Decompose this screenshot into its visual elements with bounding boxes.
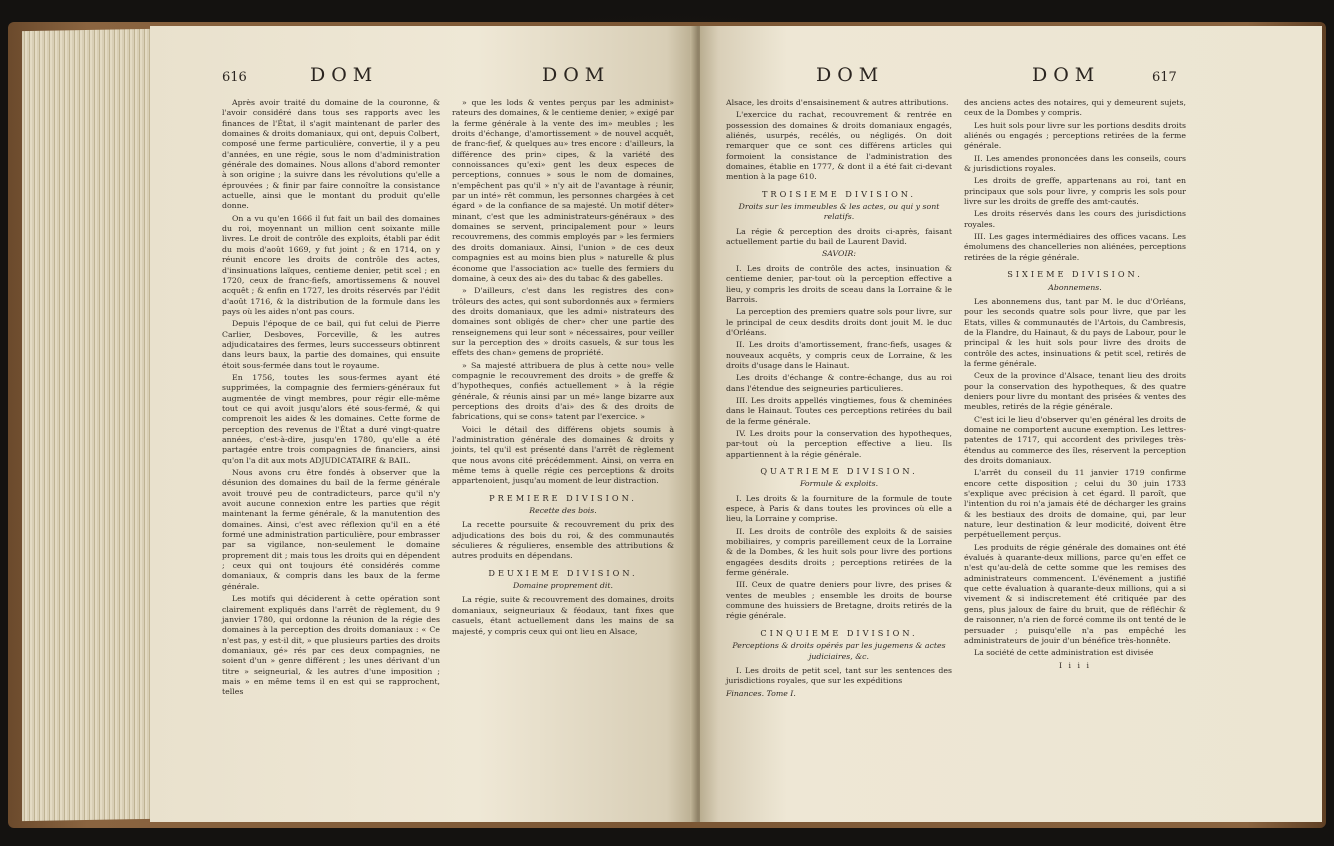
section-subheading: Droits sur les immeubles & les actes, ou qui y sont relatifs. [738, 202, 940, 222]
paragraph: On a vu qu'en 1666 il fut fait un bail des domaines du roi, moyennant un million cent soixante mille livres. Le droit de contrôle des exploits, établi par édit du mois d'août 1669, y fut joint ; & en 1714, on y réunit encore les droits de contrôle des actes, d'insinuations laïques, centieme denier, petit scel ; en 1720, ceux de franc-fiefs, amortissemens & nouvel acquêt ; & enfin en 1727, les droits réservés par l'édit d'août 1716, & la distribution de la formule dans les pays où les aides n'ont pas cours. [222, 213, 440, 316]
list-item: La perception des premiers quatre sols pour livre, sur le principal de ceux desdits droits dont jouit M. le duc d'Orléans. [726, 307, 952, 337]
paragraph: En 1756, toutes les sous-fermes ayant été supprimées, la compagnie des fermiers-généraux fut augmentée de vingt membres, pour régir elle-même tout ce qui avoit jusqu'alors été sous-fermé, & qui comprenoit les aides & les domaines. Cette forme de perception des revenus de l'État a duré vingt-quatre années, c'est-à-dire, jusqu'en 1780, qu'elle a été partagée entre trois compagnies de financiers, ainsi qu'on l'a dit aux mots ADJUDICATAIRE & BAIL. [222, 372, 440, 465]
paragraph: Après avoir traité du domaine de la couronne, & l'avoir considéré dans tous ses rapports avec les finances de l'État, il s'agit maintenant de parler des domaines & droits domaniaux, qui ont, depuis Colbert, composé une ferme particulière, convertie, il y a peu d'années, en une régie, sous le nom d'administration générale des domaines. Nous allons d'abord remonter à son origine ; la suivre dans les révolutions qu'elle a éprouvées ; & finir par faire connoître la consistance actuelle, ainsi que le montant du produit qu'elle donne. [222, 98, 440, 211]
paragraph: Les abonnemens dus, tant par M. le duc d'Orléans, pour les seconds quatre sols pour livre, que par les Etats, villes & communautés de l'Artois, du Cambresis, de la Flandre, du Hainaut, & du pays de Labour, pour le principal & les huit sols pour livre des droits de contrôle des actes, insinuations & petit scel, retirés de la ferme générale. [964, 296, 1186, 368]
section-heading: QUATRIEME DIVISION. [760, 466, 918, 476]
paragraph: » Sa majesté attribuera de plus à cette nou» velle compagnie le recouvrement des droits » de greffe & d'hypotheques, confiés actuellement » à la régie générale, & réunis ainsi par un mé» lange bizarre aux perceptions des droits d'ai» des & des droits de fabrications, qui se cons» tatent par l'exercice. » [452, 360, 674, 422]
section-subheading: Recette des bois. [529, 506, 597, 516]
left-column-2 [452, 98, 674, 639]
list-item: I. Les droits & la fourniture de la formule de toute espece, à Paris & dans toutes les provinces où elle a lieu, la Lorraine y comprise. [726, 493, 952, 524]
paragraph: L'exercice du rachat, recouvrement & rentrée en possession des domaines & droits domaniaux engagés, aliénés, usurpés, recélés, ou négligés. On doit remarquer que ce sont ces différens articles qui formoient la consistance de l'administration des domaines, établie en 1777, & dont il a été fait ci-devant mention à la page 610. [726, 110, 952, 182]
paragraph: des anciens actes des notaires, qui y demeurent sujets, ceux de la Dombes y compris. [964, 98, 1186, 118]
section-heading: TROISIEME DIVISION. [761, 188, 917, 199]
list-item: II. Les droits d'amortissement, franc-fiefs, usages & nouveaux acquêts, y compris ceux de Lorraine, & les droits d'usage dans le Hainaut. [726, 340, 952, 370]
section-heading: PREMIERE DIVISION. [489, 492, 637, 503]
signature-line: Finances. Tome I. [726, 688, 796, 698]
list-item: Les droits d'échange & contre-échange, dus au roi dans l'étendue des seigneuries particulieres. [726, 373, 952, 393]
savoir-label: SAVOIR: [821, 249, 857, 259]
section-heading: DEUXIEME DIVISION. [488, 567, 638, 578]
section-heading: CINQUIEME DIVISION. [760, 627, 918, 638]
paragraph: Les produits de régie générale des domaines ont été évalués à quarante-deux millions, parce qu'en effet ce n'est qu'au-delà de cette somme que les remises des administrateurs commencent. L'événement a justifié que cette évaluation à quarante-deux millions, qui a si vivement & si indiscretement été critiquée par des gens, plus jaloux de faire du bruit, que de réfléchir & de raisonner, n'a rien de forcé comme ils ont tenté de le persuader ; puisqu'elle n'a pas empêché les administrateurs de jouir d'un bénéfice très-honnête. [964, 542, 1186, 645]
paragraph: L'arrêt du conseil du 11 janvier 1719 confirme encore cette disposition ; celui du 30 juin 1733 s'explique avec précision à cet égard. Il paroît, que l'intention du roi n'a jamais été de décharger les grains & les bestiaux des droits de domaine, qui, par leur nature, leur destination & leur modicité, doivent être perpétuellement perçus. [964, 468, 1186, 540]
right-running-head-1: DOM [816, 64, 885, 86]
signature-mark: I i i i [1059, 660, 1091, 670]
list-item: IV. Les droits pour la conservation des hypotheques, par-tout où la perception effective a lieu. Ils appartiennent à la régie générale. [726, 428, 952, 459]
right-column-2 [964, 98, 1186, 675]
list-item: II. Les droits de contrôle des exploits & de saisies mobiliaires, y compris pareillement ceux de la Lorraine & de la Dombes, & les huit sols pour livre des portions engagées desdits droits ; perceptions retirées de la ferme générale. [726, 526, 952, 578]
list-item: I. Les droits de petit scel, tant sur les sentences des jurisdictions royales, que sur les expéditions [726, 665, 952, 686]
paragraph: La régie, suite & recouvrement des domaines, droits domaniaux, seigneuriaux & féodaux, tant fixes que casuels, étant actuellement dans les mains de sa majesté, y compris ceux qui ont lieu en Alsace, [452, 595, 674, 636]
right-running-head-2: DOM [1032, 64, 1101, 86]
left-folio: 616 [222, 70, 247, 85]
section-subheading: Abonnemens. [1048, 282, 1102, 292]
paragraph: Voici le détail des différens objets soumis à l'administration générale des domaines & droits y joints, tel qu'il est présenté dans l'arrêt de règlement que nous avons cité précédemment. Ainsi, on verra en même tems à quelle régie ces perceptions & droits appartenoient, jusqu'au moment de leur distraction. [452, 424, 674, 486]
paragraph: II. Les amendes prononcées dans les conseils, cours & jurisdictions royales. [964, 153, 1186, 174]
paragraph: C'est ici le lieu d'observer qu'en général les droits de domaine ne comportent aucune exemption. Les lettres-patentes de 1717, qui accordent des privileges très-étendus au commerce des îles, réservent la perception des droits domaniaux. [964, 414, 1186, 465]
paragraph: Les huit sols pour livre sur les portions desdits droits aliénés ou engagés ; perceptions retirées de la ferme générale. [964, 120, 1186, 151]
right-column-1 [726, 98, 952, 703]
section-heading: SIXIEME DIVISION. [1007, 269, 1143, 280]
paragraph: Depuis l'époque de ce bail, qui fut celui de Pierre Carlier, Desboves, Forceville, & les autres adjudicataires des fermes, leurs successeurs obtinrent dans leurs baux, la partie des domaines, qui ensuite étoit sous-fermée dans tout le royaume. [222, 319, 440, 370]
paragraph: III. Les gages intermédiaires des offices vacans. Les émolumens des chancelleries non aliénées, perceptions retirées de la régie générale. [964, 232, 1186, 262]
paragraph: » D'ailleurs, c'est dans les registres des con» trôleurs des actes, qui sont subordonnés aux » fermiers des droits domaniaux, que les admi» nistrateurs des domaines sont obligés de cher» cher une partie des renseignemens qui leur sont » nécessaires, pour veiller sur la perception des » droits casuels, & sur tous les effets des chan» gemens de propriété. [452, 286, 674, 358]
paragraph: Les droits de greffe, appartenans au roi, tant en principaux que sols pour livre, y compris les sols pour livre sur les droits de greffe des amt-cautés. [964, 176, 1186, 207]
list-item: III. Ceux de quatre deniers pour livre, des prises & ventes de meubles ; ensemble les droits de bourse commune des huissiers de Bretagne, droits retirés de la régie générale. [726, 580, 952, 621]
paragraph: Nous avons cru être fondés à observer que la désunion des domaines du bail de la ferme générale avoit trouvé peu de contradicteurs, parce qu'il n'y avoit aucune connexion entre les parties que régit maintenant la ferme générale, & la manutention des domaines. Ainsi, c'est avec réflexion qu'il en a été formé une administration particulière, pour embrasser par sa vigilance, non-seulement le domaine proprement dit ; mais tous les droits qui en dépendent ; ceux qui ont toujours été considérés comme domaniaux, & compris dans les baux de la ferme générale. [222, 468, 440, 591]
paragraph: » que les lods & ventes perçus par les administ» rateurs des domaines, & le centieme denier, » exigé par la ferme générale à la vente des im» meubles ; les droits d'échange, d'amortissement » de nouvel acquêt, de franc-fief, & quelques au» tres encore : d'ailleurs, la différence des prin» cipes, & la variété des connoissances qu'exi» gent les deux especes de perceptions, connues » sous le nom de domaines, n'empêchent pas qu'il » n'y ait de l'avantage à réunir, par un inté» rêt commun, les personnes chargées à cet égard » de la confiance de sa majesté. Un motif déter» minant, c'est que les administrateurs-généraux » des domaines se servent, principalement pour » leurs recouvremens, des commis employés par » les fermiers des droits domaniaux. Ainsi, l'union » de ces deux compagnies est au moins bien plus » naturelle & plus économe que l'association ac» tuelle des fermiers du domaine, à ceux des ai» des du tabac & des gabelles. [452, 98, 674, 283]
right-page [700, 26, 1322, 822]
paragraph: Les motifs qui déciderent à cette opération sont clairement expliqués dans l'arrêt de règlement, du 9 janvier 1780, qui ordonne la réunion de la régie des domaines à la perception des droits domaniaux : « Ce n'est pas, y est-il dit, » que plusieurs parties des droits domaniaux, gé» rés par ces deux compagnies, ne soient d'un » genre différent ; les unes dérivant d'un titre » seigneurial, & les autres d'une imposition ; mais » en même tems il en est qui se rapprochent, telles [222, 594, 440, 697]
right-folio: 617 [1152, 70, 1177, 85]
paragraph: La recette poursuite & recouvrement du prix des adjudications des bois du roi, & des communautés séculieres & régulieres, ensemble des attributions & autres produits en dépendans. [452, 520, 674, 561]
section-subheading: Perceptions & droits opérés par les jugemens & actes judiciaires, &c. [732, 641, 946, 661]
paragraph: Alsace, les droits d'ensaisinement & autres attributions. [726, 98, 949, 107]
paragraph: Les droits réservés dans les cours des jurisdictions royales. [964, 209, 1186, 229]
left-running-head-2: DOM [542, 64, 611, 86]
section-subheading: Domaine proprement dit. [512, 581, 614, 591]
paragraph: La régie & perception des droits ci-après, faisant actuellement partie du bail de Laurent David. [726, 226, 952, 247]
section-subheading: Formule & exploits. [799, 479, 879, 489]
left-column-1 [222, 98, 440, 700]
left-page [150, 26, 694, 822]
paragraph: Ceux de la province d'Alsace, tenant lieu des droits pour la conservation des hypotheques, & des quatre deniers pour livre du montant des prisées & ventes des meubles, retirés de la régie générale. [964, 371, 1186, 412]
left-running-head-1: DOM [310, 64, 379, 86]
page-edges-left [22, 29, 152, 821]
list-item: I. Les droits de contrôle des actes, insinuation & centieme denier, par-tout où la perception effective a lieu, y compris les droits de sceau dans la Lorraine & le Barrois. [726, 263, 952, 304]
list-item: III. Les droits appellés vingtiemes, fous & cheminées dans le Hainaut. Toutes ces perceptions retirées du bail de la ferme générale. [726, 395, 952, 426]
paragraph: La société de cette administration est divisée [974, 648, 1154, 658]
